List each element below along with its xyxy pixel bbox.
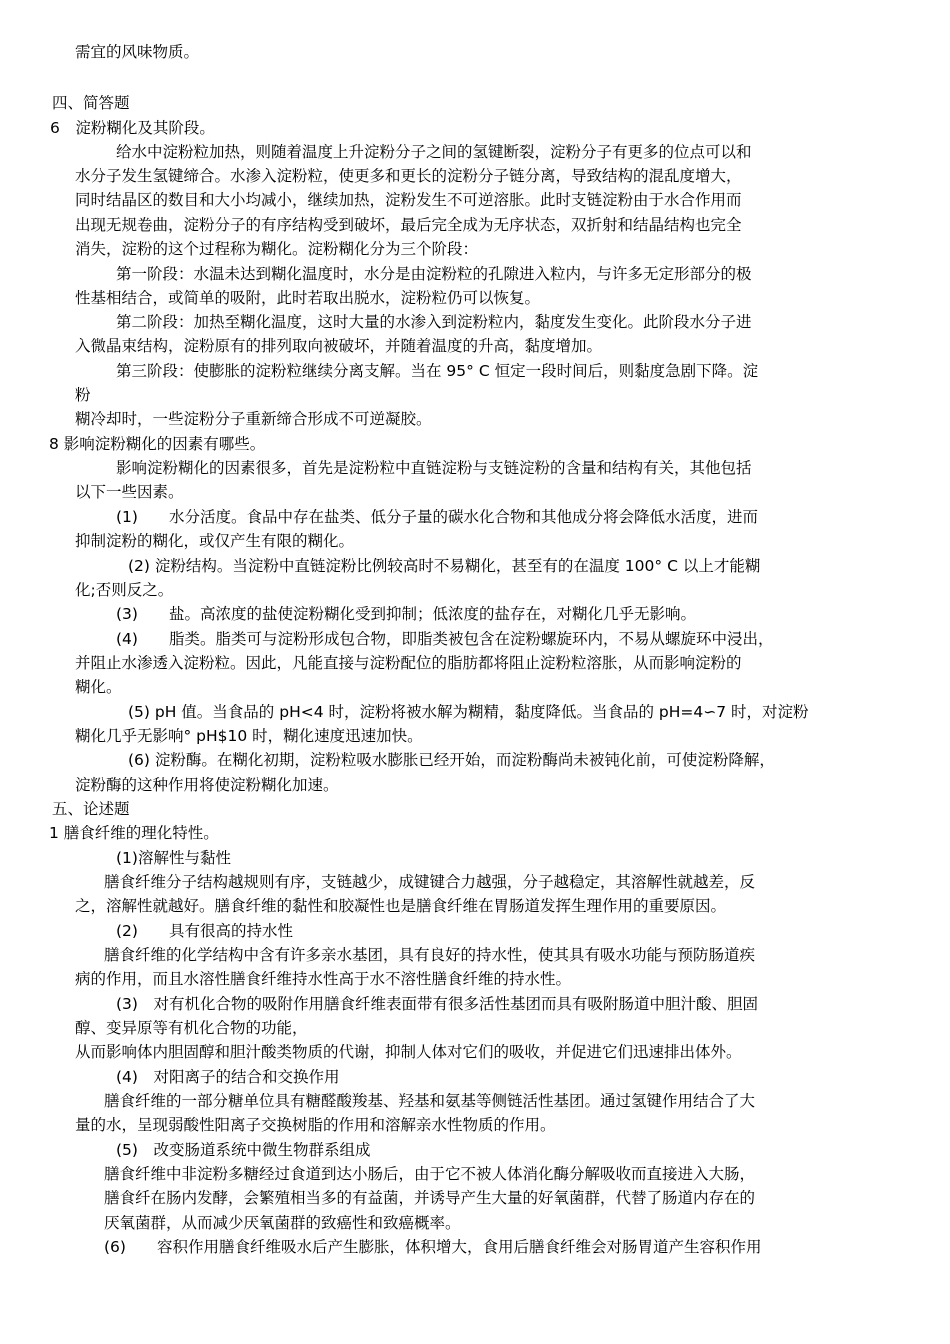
text-line: 第二阶段：加热至糊化温度，这时大量的水渗入到淀粉粒内，黏度发生变化。此阶段水分子进 [116, 313, 752, 331]
text-line: 糊化几乎无影响° pH$10 时，糊化速度迅速加快。 [75, 727, 423, 745]
text-line: 入微晶束结构，淀粉原有的排列取向被破坏，并随着温度的升高，黏度增加。 [75, 337, 603, 355]
text-line: 第一阶段：水温未达到糊化温度时，水分是由淀粉粒的孔隙进入粒内，与许多无定形部分的极 [116, 265, 752, 283]
text-line: 出现无规卷曲，淀粉分子的有序结构受到破坏，最后完全成为无序状态，双折射和结晶结构也完全 [75, 216, 742, 234]
text-line: 需宜的风味物质。 [75, 43, 200, 61]
subheading: (4) 对阳离子的结合和交换作用 [116, 1068, 340, 1086]
text-line: 第三阶段：使膨胀的淀粉粒继续分离支解。当在 95° C 恒定一段时间后，则黏度急剧下降。淀 [116, 362, 759, 380]
text-line: 糊冷却时，一些淀粉分子重新缔合形成不可逆凝胶。 [75, 410, 432, 428]
text-line: 消失，淀粉的这个过程称为糊化。淀粉糊化分为三个阶段： [75, 240, 479, 258]
text-line: (5) pH 值。当食品的 pH<4 时，淀粉将被水解为糊精，黏度降低。当食品的 pH=4∽7 时，对淀粉 [128, 703, 809, 721]
text-line: 给水中淀粉粒加热，则随着温度上升淀粉分子之间的氢键断裂，淀粉分子有更多的位点可以和 [116, 143, 752, 161]
text-line: 膳食纤维中非淀粉多糖经过食道到达小肠后，由于它不被人体消化酶分解吸收而直接进入大肠， [104, 1165, 756, 1183]
text-line: 糊化。 [75, 678, 122, 696]
text-line: 膳食纤维的化学结构中含有许多亲水基团，具有良好的持水性，使其具有吸水功能与预防肠道疾 [104, 946, 756, 964]
text-line: (6) 容积作用膳食纤维吸水后产生膨胀，体积增大，食用后膳食纤维会对肠胃道产生容积作用 [104, 1238, 762, 1256]
text-line: 以下一些因素。 [75, 483, 184, 501]
question-heading: 8 影响淀粉糊化的因素有哪些。 [49, 435, 266, 453]
text-line: (2) 淀粉结构。当淀粉中直链淀粉比例较高时不易糊化，甚至有的在温度 100° C 以上才能糊 [128, 557, 761, 575]
text-line: (3) 对有机化合物的吸附作用膳食纤维表面带有很多活性基团而具有吸附肠道中胆汁酸、胆固 [116, 995, 758, 1013]
question-heading: 1 膳食纤维的理化特性。 [49, 824, 219, 842]
text-line: 厌氧菌群，从而减少厌氧菌群的致癌性和致癌概率。 [104, 1214, 461, 1232]
text-line: 同时结晶区的数目和大小均减小，继续加热，淀粉发生不可逆溶胀。此时支链淀粉由于水合作用而 [75, 191, 742, 209]
section-heading: 四、简答题 [52, 94, 130, 112]
text-line: 淀粉酶的这种作用将使淀粉糊化加速。 [75, 776, 339, 794]
text-line: 病的作用，而且水溶性膳食纤维持水性高于水不溶性膳食纤维的持水性。 [75, 970, 572, 988]
subheading: (5) 改变肠道系统中微生物群系组成 [116, 1141, 371, 1159]
subheading: (1)溶解性与黏性 [116, 849, 231, 867]
text-line: 从而影响体内胆固醇和胆汁酸类物质的代谢，抑制人体对它们的吸收，并促进它们迅速排出体外。 [75, 1043, 742, 1061]
text-line: 影响淀粉糊化的因素很多，首先是淀粉粒中直链淀粉与支链淀粉的含量和结构有关，其他包括 [116, 459, 752, 477]
section-heading: 五、论述题 [52, 800, 130, 818]
text-line: 膳食纤在肠内发酵，会繁殖相当多的有益菌，并诱导产生大量的好氧菌群，代替了肠道内存在的 [104, 1189, 756, 1207]
question-heading: 6 淀粉糊化及其阶段。 [50, 119, 215, 137]
text-line: 量的水，呈现弱酸性阳离子交换树脂的作用和溶解亲水性物质的作用。 [75, 1116, 556, 1134]
text-line: 膳食纤维的一部分糖单位具有糖醛酸羧基、羟基和氨基等侧链活性基团。通过氢键作用结合了大 [104, 1092, 756, 1110]
text-line: (4) 脂类。脂类可与淀粉形成包合物，即脂类被包含在淀粉螺旋环内，不易从螺旋环中浸出， [116, 630, 774, 648]
text-line: 性基相结合，或简单的吸附，此时若取出脱水，淀粉粒仍可以恢复。 [75, 289, 541, 307]
text-line: (3) 盐。高浓度的盐使淀粉糊化受到抑制；低浓度的盐存在，对糊化几乎无影响。 [116, 605, 696, 623]
text-line: (1) 水分活度。食品中存在盐类、低分子量的碳水化合物和其他成分将会降低水活度，进而 [116, 508, 758, 526]
text-line: 膳食纤维分子结构越规则有序，支链越少，成键键合力越强，分子越稳定，其溶解性就越差，反 [104, 873, 756, 891]
text-line: 抑制淀粉的糊化，或仅产生有限的糊化。 [75, 532, 355, 550]
subheading: (2) 具有很高的持水性 [116, 922, 293, 940]
text-line: 粉 [75, 386, 91, 404]
text-line: 之，溶解性就越好。膳食纤维的黏性和胶凝性也是膳食纤维在胃肠道发挥生理作用的重要原因。 [75, 897, 727, 915]
text-line: 并阻止水渗透入淀粉粒。因此，凡能直接与淀粉配位的脂肪都将阻止淀粉粒溶胀，从而影响淀粉的 [75, 654, 742, 672]
text-line: 化;否则反之。 [75, 581, 174, 599]
text-line: 水分子发生氢键缔合。水渗入淀粉粒，使更多和更长的淀粉分子链分离，导致结构的混乱度增大， [75, 167, 742, 185]
text-line: 醇、变异原等有机化合物的功能， [75, 1019, 308, 1037]
text-line: (6) 淀粉酶。在糊化初期，淀粉粒吸水膨胀已经开始，而淀粉酶尚未被钝化前，可使淀粉降解， [128, 751, 775, 769]
